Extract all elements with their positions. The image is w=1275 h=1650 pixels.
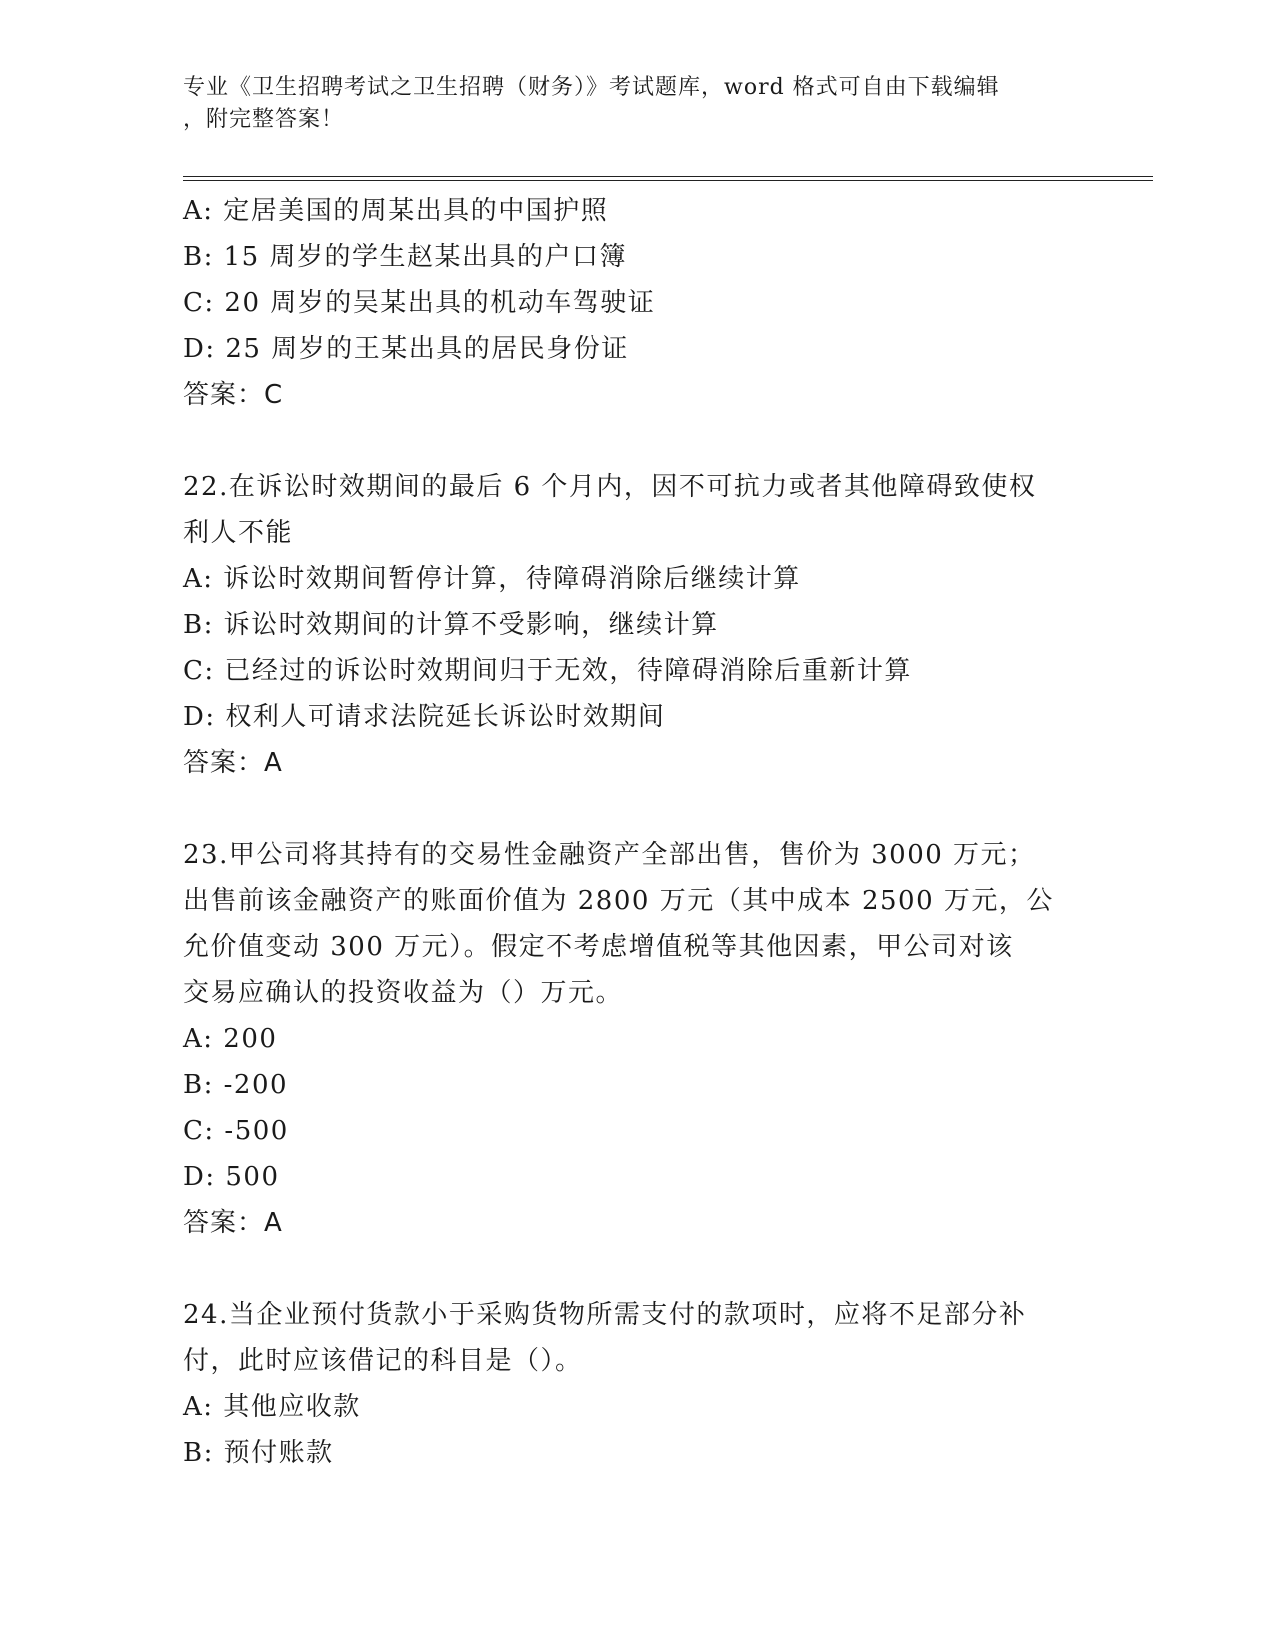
question-stem-line: 允价值变动 300 万元）。假定不考虑增值税等其他因素，甲公司对该: [183, 932, 1014, 962]
option-b: B: 15 周岁的学生赵某出具的户口簿: [183, 242, 627, 272]
question-24: [183, 1292, 1083, 1476]
option-d: D: 25 周岁的王某出具的居民身份证: [183, 334, 629, 364]
header-line-2: ，附完整答案！: [183, 107, 345, 132]
question-stem-line: 交易应确认的投资收益为（）万元。: [183, 978, 624, 1008]
option-c: C: -500: [183, 1116, 289, 1146]
spacer: [183, 1246, 1083, 1292]
option-d: D: 权利人可请求法院延长诉讼时效期间: [183, 702, 666, 732]
question-stem-line: 23.甲公司将其持有的交易性金融资产全部出售，售价为 3000 万元；: [183, 840, 1036, 870]
question-stem-line: 22.在诉讼时效期间的最后 6 个月内，因不可抗力或者其他障碍致使权: [183, 472, 1037, 502]
question-stem-line: 利人不能: [183, 518, 294, 548]
option-b: B: 预付账款: [183, 1438, 334, 1468]
question-list: [183, 188, 1083, 1476]
header-line-1: 专业《卫生招聘考试之卫生招聘（财务）》考试题库，word 格式可自由下载编辑: [183, 75, 1000, 100]
answer: 答案：C: [183, 380, 284, 410]
answer: 答案：A: [183, 748, 283, 778]
question-stem-line: 出售前该金融资产的账面价值为 2800 万元（其中成本 2500 万元，公: [183, 886, 1054, 916]
document-header: [183, 72, 1063, 136]
header-divider-top: [183, 176, 1153, 177]
option-a: A: 200: [183, 1024, 278, 1054]
header-divider-bottom: [183, 180, 1153, 181]
option-b: B: -200: [183, 1070, 289, 1100]
spacer: [183, 786, 1083, 832]
spacer: [183, 418, 1083, 464]
option-d: D: 500: [183, 1162, 280, 1192]
option-a: A: 其他应收款: [183, 1392, 361, 1422]
option-a: A: 定居美国的周某出具的中国护照: [183, 196, 609, 226]
option-c: C: 已经过的诉讼时效期间归于无效，待障碍消除后重新计算: [183, 656, 912, 686]
question-23: [183, 832, 1083, 1246]
question-21: [183, 188, 1083, 418]
question-stem-line: 24.当企业预付货款小于采购货物所需支付的款项时，应将不足部分补: [183, 1300, 1027, 1330]
option-b: B: 诉讼时效期间的计算不受影响，继续计算: [183, 610, 719, 640]
answer: 答案：A: [183, 1208, 283, 1238]
option-a: A: 诉讼时效期间暂停计算，待障碍消除后继续计算: [183, 564, 801, 594]
option-c: C: 20 周岁的吴某出具的机动车驾驶证: [183, 288, 656, 318]
question-22: [183, 464, 1083, 786]
question-stem-line: 付，此时应该借记的科目是（）。: [183, 1346, 583, 1376]
